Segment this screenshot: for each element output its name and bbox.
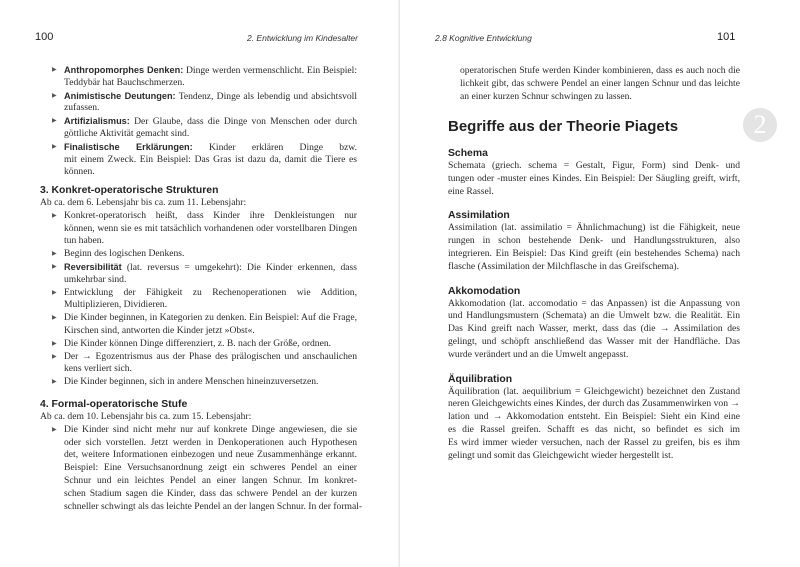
text-line bbox=[64, 312, 357, 325]
line-text: Dinge werden vermenschlicht. Ein Beispiel: bbox=[185, 65, 357, 76]
section-intro: Ab ca. dem 10. Lebensjahr bis ca. zum 15. Lebensjahr: bbox=[40, 411, 252, 422]
list-item bbox=[52, 312, 357, 338]
chapter-marker: 2 bbox=[743, 108, 777, 142]
line-text: neren Gleichgewichts eines Kindes, der durch das Zusammenwirken von → bbox=[448, 398, 740, 410]
line-text: Multiplizieren, Dividieren. bbox=[64, 299, 168, 311]
text-line bbox=[64, 338, 357, 351]
text-line bbox=[448, 424, 740, 437]
text-line bbox=[448, 248, 740, 261]
line-text: det, weitere Informationen einbezogen und neue Zusammenhänge erkannt. bbox=[64, 449, 357, 461]
line-text: Die Kinder können Dinge differenziert, z. B. nach der Größe, ordnen. bbox=[64, 337, 332, 349]
bullet-icon: ▶ bbox=[52, 263, 57, 270]
line-text: Assimilation (lat. assimilatio = Ähnlichmachung) ist die Fähigkeit, neue bbox=[448, 222, 740, 234]
list-item bbox=[52, 64, 357, 90]
page-number: 101 bbox=[717, 31, 736, 43]
list-item bbox=[52, 338, 357, 351]
text-line bbox=[64, 223, 357, 236]
text-line bbox=[448, 186, 740, 199]
text-line bbox=[64, 77, 357, 90]
bullet-icon: ▶ bbox=[52, 143, 57, 150]
list-item bbox=[52, 351, 357, 377]
list-item bbox=[52, 287, 357, 313]
line-text: Das Kind greift nach Wasser, merkt, dass das (die → Assimilation des bbox=[448, 323, 740, 335]
line-text: umkehrbar sind. bbox=[64, 273, 127, 285]
line-text: schneller schwingt als das leichte Pendel an der langen Schnur. In der formal- bbox=[64, 500, 363, 512]
line-text: eine Rassel. bbox=[448, 185, 494, 197]
running-head: 2.8 Kognitive Entwicklung bbox=[435, 33, 532, 43]
term-label: Finalistische Erklärungen: bbox=[64, 141, 193, 152]
bullet-icon: ▶ bbox=[52, 379, 57, 386]
text-line bbox=[448, 235, 740, 248]
bullet-icon: ▶ bbox=[52, 118, 57, 125]
line-text: kens verliert sich. bbox=[64, 363, 132, 375]
term-definition bbox=[448, 373, 740, 463]
line-text: Der → Egozentrismus aus der Phase des prälogischen und anschaulichen bbox=[64, 350, 357, 362]
text-line bbox=[64, 261, 357, 274]
bullet-icon: ▶ bbox=[52, 212, 57, 219]
line-text: gelingt und somit das Gleichgewicht wieder hergestellt ist. bbox=[448, 449, 674, 461]
line-text: zufassen. bbox=[64, 102, 100, 114]
text-line bbox=[64, 115, 357, 128]
line-text: operatorischen Stufe werden Kinder kombinieren, dass es auch noch die bbox=[460, 65, 740, 76]
list-item bbox=[52, 90, 357, 116]
line-text: Es wird immer wieder versuchen, nach der Rassel zu greifen, bis es ihm bbox=[448, 436, 740, 448]
text-line bbox=[448, 323, 740, 336]
text-line bbox=[448, 310, 740, 323]
text-line bbox=[64, 64, 357, 77]
intro-bullet-list bbox=[52, 64, 357, 179]
bullet-icon: ▶ bbox=[52, 340, 57, 347]
text-line bbox=[64, 376, 357, 389]
text-line bbox=[64, 248, 357, 261]
list-item bbox=[52, 141, 357, 179]
line-text: können, wenn sie es mit tatsächlich vorhandenen oder vorstellbaren Dingen bbox=[64, 222, 357, 234]
term-definition bbox=[448, 209, 740, 273]
text-line bbox=[460, 78, 740, 91]
line-text: lation und → Akkomodation entsteht. Ein Beispiel: Sieht ein Kind eine bbox=[448, 411, 740, 423]
section-intro: Ab ca. dem 6. Lebensjahr bis ca. zum 11. Lebensjahr: bbox=[40, 197, 247, 208]
line-text: Schemata (griech. schema = Gestalt, Figur, Form) sind Denk- und bbox=[448, 160, 740, 171]
text-line bbox=[64, 141, 357, 154]
text-line bbox=[460, 91, 740, 104]
list-item bbox=[52, 248, 357, 261]
list-item bbox=[52, 423, 363, 514]
line-text: Beginn des logischen Denkens. bbox=[64, 248, 185, 260]
line-text: Akkomodation (lat. accomodatio = das Anpassen) ist die Anpassung von bbox=[448, 297, 740, 309]
text-line bbox=[64, 437, 357, 450]
text-line bbox=[448, 160, 740, 173]
bullet-icon: ▶ bbox=[52, 426, 57, 433]
text-line bbox=[64, 287, 357, 300]
line-text: Beispiel: Eine Versuchsanordnung zeigt ein schweres Pendel an einer bbox=[64, 462, 357, 474]
line-text: Tendenz, Dinge als lebendig und absichtsvoll bbox=[178, 90, 357, 102]
line-text: tungen oder -muster eines Kindes. Ein Beispiel: Der Säugling greift, wirft, bbox=[448, 172, 740, 184]
text-line bbox=[448, 222, 740, 235]
line-text: Die Kinder beginnen, in Kategorien zu denken. Ein Beispiel: Auf die Frage, bbox=[64, 312, 357, 324]
text-line bbox=[64, 154, 357, 167]
continuation-paragraph bbox=[460, 65, 740, 103]
line-text: oder sich vorstellen. Jetzt werden in Denkoperationen auch Hypothesen bbox=[64, 436, 357, 448]
line-text: Konkret-operatorisch heißt, dass Kinder ihre Denkleistungen nur bbox=[64, 209, 357, 221]
right-page bbox=[400, 0, 800, 567]
line-text: Kirschen sind, antworten die Kinder jetzt »Obst«. bbox=[64, 324, 255, 336]
text-line bbox=[64, 488, 357, 501]
text-line bbox=[64, 274, 357, 287]
text-line bbox=[448, 437, 740, 450]
bullet-icon: ▶ bbox=[52, 67, 57, 73]
text-line bbox=[64, 424, 357, 437]
text-line bbox=[448, 173, 740, 186]
text-line bbox=[448, 261, 740, 274]
term-heading: Akkomodation bbox=[448, 285, 521, 297]
text-line bbox=[64, 462, 357, 475]
bullet-icon: ▶ bbox=[52, 353, 57, 360]
text-line bbox=[64, 166, 357, 179]
text-line bbox=[64, 351, 357, 364]
list-item bbox=[52, 115, 357, 141]
term-definition bbox=[448, 285, 740, 362]
term-label: Animistische Deutungen: bbox=[64, 90, 176, 101]
line-text: lichkeit gibt, das schwere Pendel an einer langen Schnur und das leichte bbox=[460, 77, 740, 89]
text-line bbox=[448, 349, 740, 362]
text-line bbox=[64, 363, 357, 376]
line-text: Die Kinder beginnen, sich in andere Menschen hineinzuversetzen. bbox=[64, 376, 319, 388]
line-text: und Handlungsmustern (Schemata) an die Umwelt bzw. die Realität. Ein bbox=[448, 310, 740, 322]
text-line bbox=[448, 398, 740, 411]
line-text: flasche (Assimilation der Milchflasche in das Greifschema). bbox=[448, 260, 679, 272]
list-item bbox=[52, 261, 357, 287]
text-line bbox=[448, 336, 740, 349]
term-definition bbox=[448, 147, 740, 198]
bullet-icon: ▶ bbox=[52, 92, 57, 99]
text-line bbox=[448, 386, 740, 399]
line-text: gelingt, und schöpft anschließend das Wasser mit der Handfläche. Das bbox=[448, 335, 740, 347]
term-label: Anthropomorphes Denken: bbox=[64, 65, 184, 75]
line-text: an einer kurzen Schnur schwingen zu lassen. bbox=[460, 90, 632, 102]
section-heading: Begriffe aus der Theorie Piagets bbox=[448, 118, 679, 135]
text-line bbox=[64, 299, 357, 312]
text-line bbox=[64, 235, 357, 248]
text-line bbox=[460, 65, 740, 78]
line-text: mit einem Zweck. Ein Beispiel: Das Gras ist dazu da, damit die Tiere es bbox=[64, 153, 357, 165]
section-3 bbox=[40, 184, 357, 389]
bullet-icon: ▶ bbox=[52, 315, 57, 322]
term-heading: Assimilation bbox=[448, 210, 510, 222]
line-text: schen Stadium sagen die Kinder, dass das schwere Pendel an der kurzen bbox=[64, 487, 357, 499]
line-text: Äquilibration (lat. aequilibrium = Gleichgewicht) bezeichnet den Zustand bbox=[448, 385, 740, 397]
text-line bbox=[64, 449, 357, 462]
section-4 bbox=[40, 398, 363, 513]
text-line bbox=[64, 90, 357, 103]
line-text: Teddybär hat Bauchschmerzen. bbox=[64, 76, 185, 88]
section-heading: 4. Formal-operatorische Stufe bbox=[40, 399, 188, 410]
line-text: Die Kinder sind nicht mehr nur auf konkrete Dinge angewiesen, die sie bbox=[64, 423, 357, 435]
line-text: (lat. reversus = umgekehrt): Die Kinder erkennen, dass bbox=[126, 261, 357, 273]
running-head: 2. Entwicklung im Kindesalter bbox=[246, 33, 358, 43]
line-text: integrieren. Ein Beispiel: Das Kind greift (ein bestehendes Schema) nach bbox=[448, 247, 740, 259]
text-line bbox=[64, 475, 357, 488]
term-heading: Äquilibration bbox=[448, 373, 513, 385]
term-label: Reversibilität bbox=[64, 261, 122, 272]
line-text: können. bbox=[64, 166, 95, 178]
term-list bbox=[448, 147, 740, 473]
text-line bbox=[448, 450, 740, 463]
text-line bbox=[448, 411, 740, 424]
line-text: tun haben. bbox=[64, 235, 104, 247]
text-line bbox=[64, 325, 357, 338]
text-line bbox=[64, 102, 357, 115]
term-heading: Schema bbox=[448, 148, 488, 159]
text-line bbox=[64, 210, 357, 223]
line-text: göttliche Aktivität gemacht sind. bbox=[64, 127, 190, 139]
text-line bbox=[64, 500, 363, 514]
section-heading: 3. Konkret-operatorische Strukturen bbox=[40, 185, 219, 196]
line-text: Der Glaube, dass die Dinge von Menschen oder durch bbox=[134, 116, 357, 128]
line-text: Kinder erklären Dinge bzw. bbox=[208, 141, 357, 153]
line-text: Schnur und ein leichtes Pendel an einer langen Schnur. Im konkret- bbox=[64, 474, 357, 486]
text-line bbox=[448, 298, 740, 311]
line-text: Entwicklung der Fähigkeit zu Rechenoperationen wie Addition, bbox=[64, 286, 357, 298]
bullet-icon: ▶ bbox=[52, 289, 57, 296]
bullet-icon: ▶ bbox=[52, 251, 57, 258]
bullet-list bbox=[52, 210, 357, 389]
text-line bbox=[64, 128, 357, 141]
line-text: rungen in schon bestehende Denk- und Handlungsstrukturen, also bbox=[448, 235, 740, 247]
list-item bbox=[52, 210, 357, 248]
term-label: Artifizialismus: bbox=[64, 116, 130, 127]
line-text: es die Rassel greifen. Schafft es das nicht, so befindet es sich im bbox=[448, 423, 740, 435]
bullet-list bbox=[52, 423, 363, 514]
page-number: 100 bbox=[35, 31, 54, 43]
list-item bbox=[52, 376, 357, 389]
line-text: wurde verändert und an die Umwelt angepasst. bbox=[448, 348, 629, 360]
